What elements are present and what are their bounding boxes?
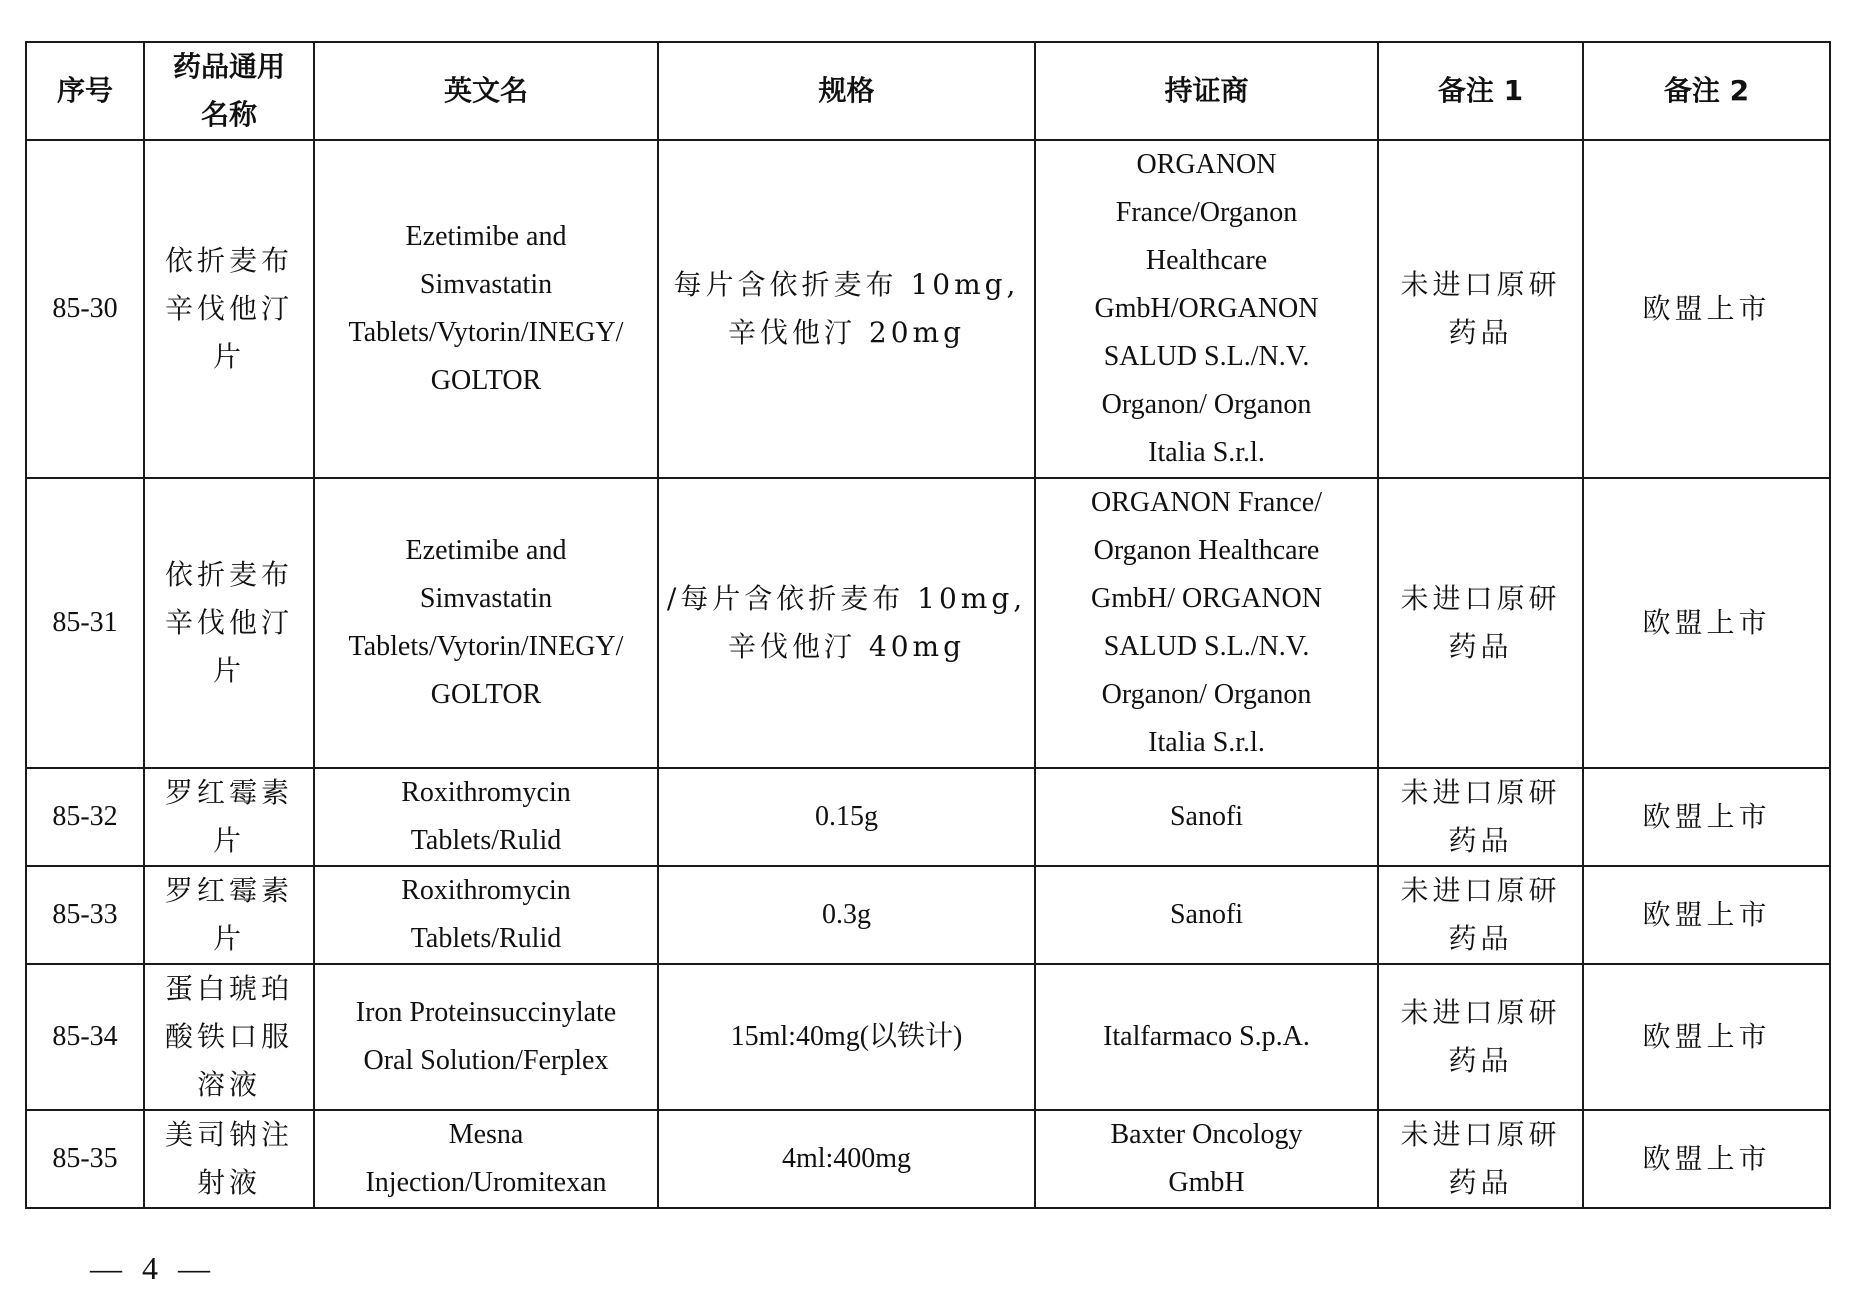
header-english-name: 英文名 bbox=[314, 42, 658, 140]
note-2-cell: 欧盟上市 bbox=[1583, 866, 1830, 964]
english-name-cell: Mesna Injection/Uromitexan bbox=[314, 1110, 658, 1208]
drug-list-table bbox=[25, 41, 1831, 1209]
english-name-cell: Ezetimibe and Simvastatin Tablets/Vytorin/INEGY/ GOLTOR bbox=[314, 478, 658, 768]
note-2-cell: 欧盟上市 bbox=[1583, 140, 1830, 478]
header-row bbox=[26, 42, 1830, 140]
note-1-cell: 未进口原研 药品 bbox=[1378, 866, 1583, 964]
serial-number-cell: 85-32 bbox=[26, 768, 144, 866]
header-specification: 规格 bbox=[658, 42, 1035, 140]
header-note-1: 备注 1 bbox=[1378, 42, 1583, 140]
serial-number-cell: 85-34 bbox=[26, 964, 144, 1110]
note-1-cell: 未进口原研 药品 bbox=[1378, 1110, 1583, 1208]
table-row bbox=[26, 866, 1830, 964]
generic-name-cell: 罗红霉素 片 bbox=[144, 866, 314, 964]
note-2-cell: 欧盟上市 bbox=[1583, 1110, 1830, 1208]
table-row bbox=[26, 1110, 1830, 1208]
generic-name-cell: 美司钠注 射液 bbox=[144, 1110, 314, 1208]
serial-number-cell: 85-30 bbox=[26, 140, 144, 478]
note-1-cell: 未进口原研 药品 bbox=[1378, 768, 1583, 866]
specification-cell: 0.3g bbox=[658, 866, 1035, 964]
license-holder-cell: Baxter Oncology GmbH bbox=[1035, 1110, 1378, 1208]
table-row bbox=[26, 140, 1830, 478]
generic-name-cell: 依折麦布 辛伐他汀 片 bbox=[144, 478, 314, 768]
english-name-cell: Ezetimibe and Simvastatin Tablets/Vytorin/INEGY/ GOLTOR bbox=[314, 140, 658, 478]
header-license-holder: 持证商 bbox=[1035, 42, 1378, 140]
note-2-cell: 欧盟上市 bbox=[1583, 478, 1830, 768]
header-note-2: 备注 2 bbox=[1583, 42, 1830, 140]
note-1-cell: 未进口原研 药品 bbox=[1378, 964, 1583, 1110]
specification-cell: 4ml:400mg bbox=[658, 1110, 1035, 1208]
specification-cell: 0.15g bbox=[658, 768, 1035, 866]
table-row bbox=[26, 964, 1830, 1110]
note-1-cell: 未进口原研 药品 bbox=[1378, 140, 1583, 478]
license-holder-cell: Italfarmaco S.p.A. bbox=[1035, 964, 1378, 1110]
header-serial-number: 序号 bbox=[26, 42, 144, 140]
specification-cell: 每片含依折麦布 10mg, 辛伐他汀 20mg bbox=[658, 140, 1035, 478]
license-holder-cell: Sanofi bbox=[1035, 768, 1378, 866]
license-holder-cell: Sanofi bbox=[1035, 866, 1378, 964]
generic-name-cell: 依折麦布 辛伐他汀 片 bbox=[144, 140, 314, 478]
note-2-cell: 欧盟上市 bbox=[1583, 964, 1830, 1110]
serial-number-cell: 85-35 bbox=[26, 1110, 144, 1208]
english-name-cell: Roxithromycin Tablets/Rulid bbox=[314, 768, 658, 866]
table-row bbox=[26, 478, 1830, 768]
generic-name-cell: 罗红霉素 片 bbox=[144, 768, 314, 866]
page-number: — 4 — bbox=[90, 1250, 216, 1286]
generic-name-cell: 蛋白琥珀 酸铁口服 溶液 bbox=[144, 964, 314, 1110]
specification-cell: /每片含依折麦布 10mg, 辛伐他汀 40mg bbox=[658, 478, 1035, 768]
serial-number-cell: 85-31 bbox=[26, 478, 144, 768]
serial-number-cell: 85-33 bbox=[26, 866, 144, 964]
license-holder-cell: ORGANON France/ Organon Healthcare GmbH/ ORGANON SALUD S.L./N.V. Organon/ Organon Italia S.r.l. bbox=[1035, 478, 1378, 768]
note-2-cell: 欧盟上市 bbox=[1583, 768, 1830, 866]
table-row bbox=[26, 768, 1830, 866]
english-name-cell: Roxithromycin Tablets/Rulid bbox=[314, 866, 658, 964]
note-1-cell: 未进口原研 药品 bbox=[1378, 478, 1583, 768]
english-name-cell: Iron Proteinsuccinylate Oral Solution/Ferplex bbox=[314, 964, 658, 1110]
header-generic-name: 药品通用 名称 bbox=[144, 42, 314, 140]
license-holder-cell: ORGANON France/Organon Healthcare GmbH/ORGANON SALUD S.L./N.V. Organon/ Organon Italia S.r.l. bbox=[1035, 140, 1378, 478]
specification-cell: 15ml:40mg(以铁计) bbox=[658, 964, 1035, 1110]
